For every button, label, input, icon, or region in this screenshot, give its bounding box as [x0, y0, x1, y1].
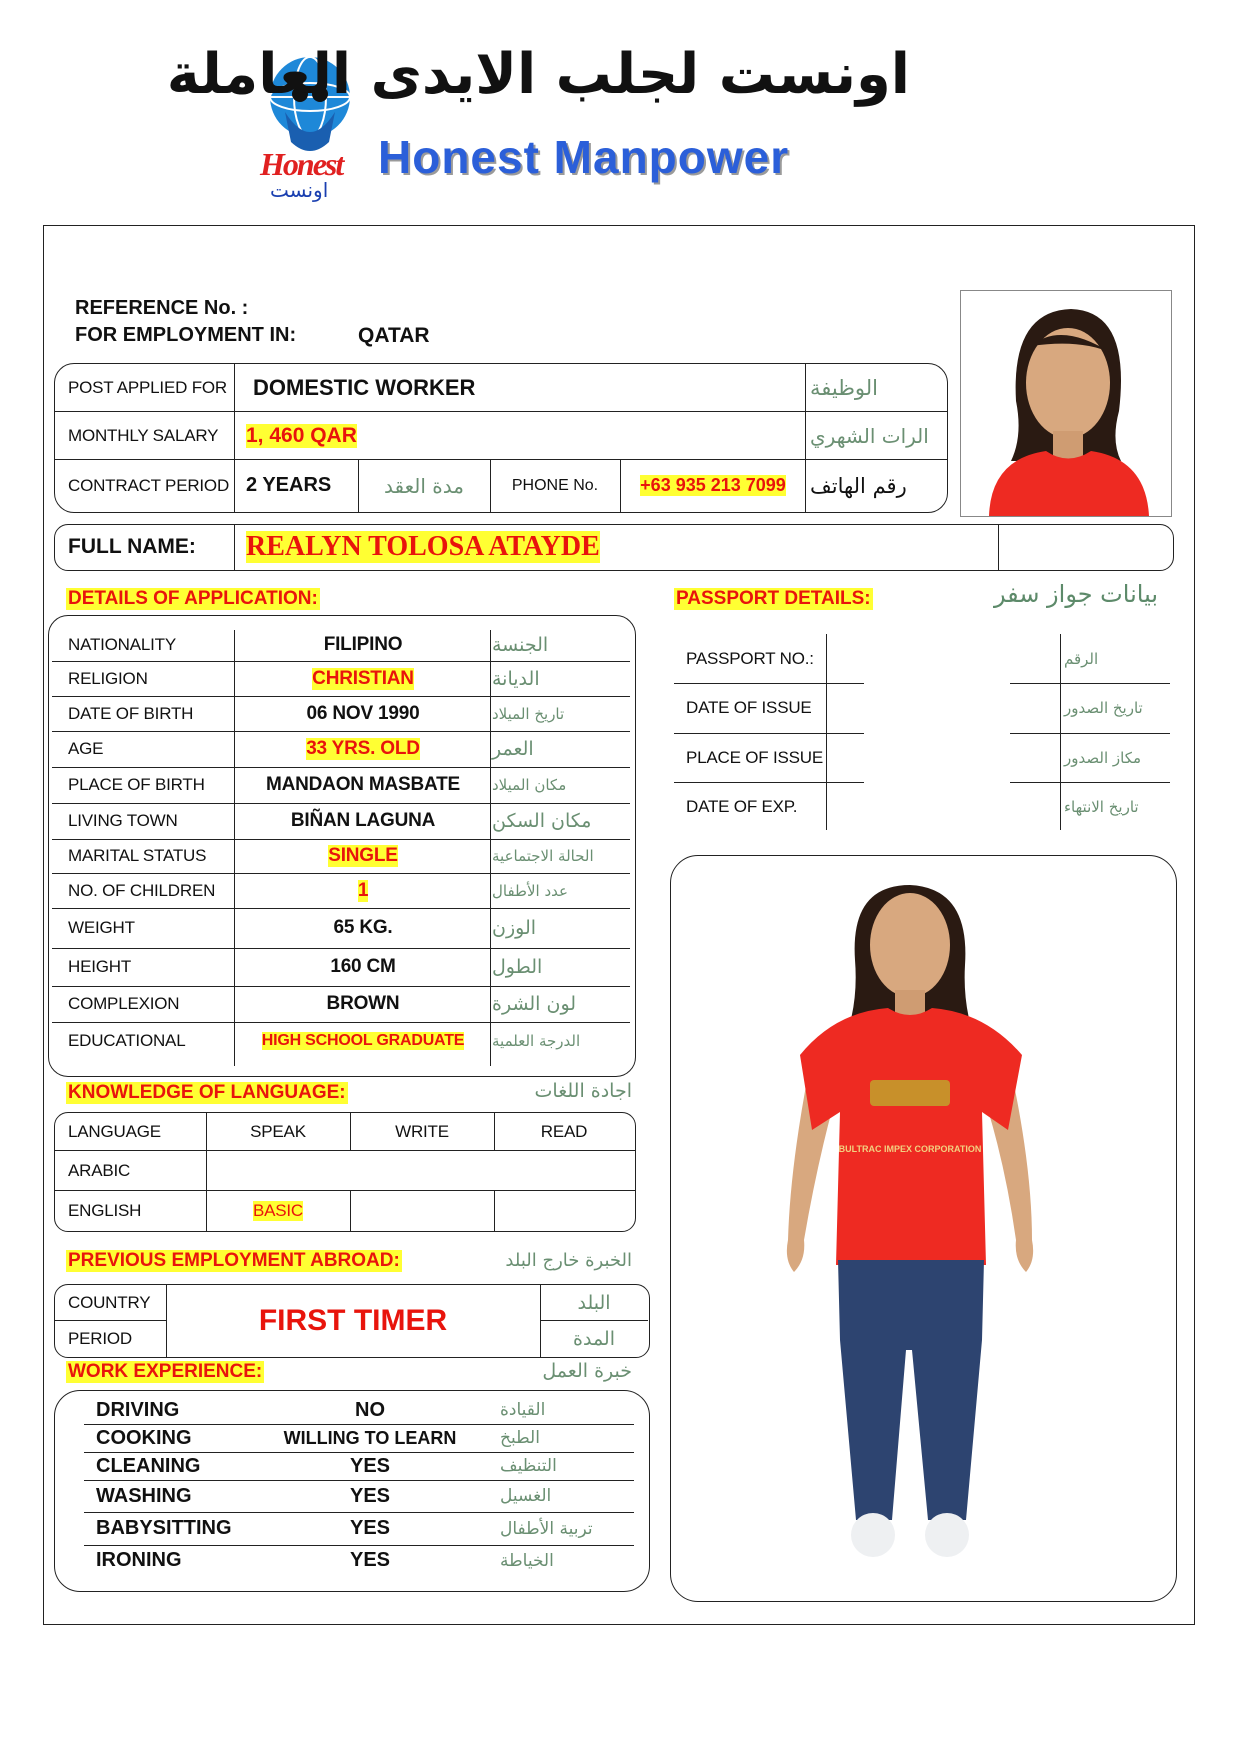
work-label: COOKING	[96, 1426, 192, 1449]
details-label: RELIGION	[68, 668, 148, 688]
write-col-header: WRITE	[395, 1121, 449, 1141]
details-label: COMPLEXION	[68, 994, 180, 1013]
language-row-english: ENGLISH	[68, 1200, 142, 1220]
work-label: BABYSITTING	[96, 1517, 232, 1539]
previous-employment-value: FIRST TIMER	[258, 1303, 448, 1337]
details-label-ar: الجنسة	[492, 633, 549, 656]
full-body-photo	[760, 880, 1060, 1580]
details-value: CHRISTIAN	[312, 667, 414, 689]
work-label-ar: تربية الأطفال	[500, 1518, 593, 1539]
work-heading: WORK EXPERIENCE:	[68, 1361, 263, 1382]
work-label-ar: الطبخ	[500, 1428, 540, 1448]
details-label: AGE	[68, 739, 104, 758]
english-speak-value: BASIC	[252, 1200, 304, 1220]
work-label-ar: القيادة	[500, 1400, 546, 1420]
previous-country-label: COUNTRY	[68, 1292, 151, 1312]
work-heading-ar: خبرة العمل	[542, 1360, 632, 1382]
details-value: BROWN	[326, 993, 400, 1014]
details-label: NATIONALITY	[68, 634, 177, 654]
language-col-header: LANGUAGE	[68, 1121, 161, 1141]
details-label: MARITAL STATUS	[68, 846, 207, 865]
details-label-ar: مكان الميلاد	[492, 776, 567, 794]
passport-label-ar: الرقم	[1064, 649, 1099, 668]
salary-label-ar: الرات الشهري	[810, 423, 929, 448]
employment-label: FOR EMPLOYMENT IN:	[75, 324, 297, 346]
details-value: MANDAON MASBATE	[265, 774, 461, 795]
post-value: DOMESTIC WORKER	[253, 374, 476, 400]
speak-col-header: SPEAK	[250, 1121, 306, 1141]
previous-period-label: PERIOD	[68, 1328, 132, 1348]
headshot-photo	[960, 290, 1172, 517]
details-value: 160 CM	[330, 956, 396, 977]
company-name-arabic: اونست لجلب الايدى العاملة	[166, 42, 910, 107]
details-label: WEIGHT	[68, 918, 135, 937]
details-heading: DETAILS OF APPLICATION:	[68, 588, 318, 609]
work-label-ar: الغسيل	[500, 1486, 552, 1506]
full-name-label: FULL NAME:	[68, 535, 196, 558]
details-value: 06 NOV 1990	[306, 702, 420, 724]
language-row-arabic: ARABIC	[68, 1160, 131, 1180]
details-value: SINGLE	[328, 845, 398, 866]
work-label-ar: التنظيف	[500, 1456, 557, 1476]
details-label-ar: لون الشرة	[492, 993, 577, 1015]
details-label: LIVING TOWN	[68, 811, 178, 830]
employment-country: QATAR	[358, 324, 430, 347]
phone-value: +63 935 213 7099	[640, 475, 786, 495]
work-value: YES	[349, 1484, 391, 1507]
passport-label: DATE OF ISSUE	[686, 698, 812, 717]
previous-country-ar: البلد	[577, 1291, 611, 1314]
passport-heading-ar: بيانات جواز سفر	[993, 580, 1158, 608]
logo-text-ar: اونست	[270, 178, 329, 202]
details-value: FILIPINO	[323, 633, 403, 655]
work-label-ar: الخياطة	[500, 1550, 554, 1571]
details-label: NO. OF CHILDREN	[68, 880, 216, 900]
previous-period-ar: المدة	[573, 1327, 615, 1350]
read-col-header: READ	[540, 1121, 588, 1141]
passport-heading: PASSPORT DETAILS:	[676, 588, 871, 609]
details-label-ar: الوزن	[492, 917, 537, 939]
post-label: POST APPLIED FOR	[68, 377, 227, 397]
shirt-print: BULTRAC IMPEX CORPORATION	[838, 1144, 982, 1154]
details-label: HEIGHT	[68, 957, 132, 976]
work-value: WILLING TO LEARN	[283, 1427, 457, 1448]
reference-label: REFERENCE No. :	[75, 297, 249, 319]
passport-label: PASSPORT NO.:	[686, 648, 814, 668]
language-heading-ar: اجادة اللغات	[534, 1080, 632, 1102]
details-label: PLACE OF BIRTH	[68, 775, 205, 794]
company-name-english: Honest Manpower	[378, 131, 790, 183]
phone-label: PHONE No.	[511, 476, 599, 494]
details-label: DATE OF BIRTH	[68, 703, 194, 723]
details-label-ar: الدرجة العلمية	[492, 1031, 581, 1050]
phone-label-ar: رقم الهاتف	[810, 473, 907, 498]
full-name-box	[54, 524, 1174, 571]
language-heading: KNOWLEDGE OF LANGUAGE:	[68, 1082, 346, 1103]
details-label-ar: العمر	[492, 738, 534, 760]
work-label: DRIVING	[96, 1398, 180, 1421]
details-label-ar: الحالة الاجتماعية	[492, 847, 594, 865]
work-value: NO	[355, 1398, 385, 1421]
salary-value: 1, 460 QAR	[246, 423, 357, 447]
details-value: BIÑAN LAGUNA	[290, 810, 436, 831]
details-value: 65 KG.	[333, 917, 393, 938]
work-value: YES	[349, 1454, 391, 1477]
work-value: YES	[349, 1517, 391, 1539]
contract-label-ar: مدة العقد	[384, 473, 464, 498]
details-label-ar: عدد الأطفال	[492, 881, 568, 900]
passport-label-ar: تاريخ الصدور	[1064, 699, 1143, 717]
details-label: EDUCATIONAL	[68, 1030, 186, 1050]
previous-heading: PREVIOUS EMPLOYMENT ABROAD:	[68, 1250, 400, 1271]
post-label-ar: الوظيفة	[810, 375, 879, 400]
details-value: HIGH SCHOOL GRADUATE	[261, 1031, 465, 1049]
details-label-ar: مكان السكن	[492, 810, 592, 832]
contract-label: CONTRACT PERIOD	[68, 475, 230, 495]
previous-heading-ar: الخبرة خارج البلد	[505, 1250, 632, 1271]
details-label-ar: الديانة	[492, 667, 540, 690]
details-label-ar: تاريخ الميلاد	[492, 704, 565, 723]
work-label: IRONING	[96, 1549, 182, 1571]
passport-label-ar: تاريخ الانتهاء	[1064, 798, 1139, 816]
work-label: CLEANING	[96, 1454, 201, 1477]
contract-value: 2 YEARS	[246, 474, 332, 496]
work-label: WASHING	[96, 1484, 192, 1507]
details-label-ar: الطول	[492, 956, 543, 978]
passport-label: DATE OF EXP.	[686, 797, 798, 816]
passport-label-ar: مكاز الصدور	[1064, 748, 1142, 767]
salary-label: MONTHLY SALARY	[68, 425, 219, 445]
details-value: 33 YRS. OLD	[306, 738, 420, 759]
details-value: 1	[357, 879, 369, 901]
full-name-value: REALYN TOLOSA ATAYDE	[246, 531, 600, 562]
logo-text-en: Honest	[260, 146, 343, 182]
work-value: YES	[349, 1549, 391, 1571]
passport-label: PLACE OF ISSUE	[686, 747, 824, 767]
